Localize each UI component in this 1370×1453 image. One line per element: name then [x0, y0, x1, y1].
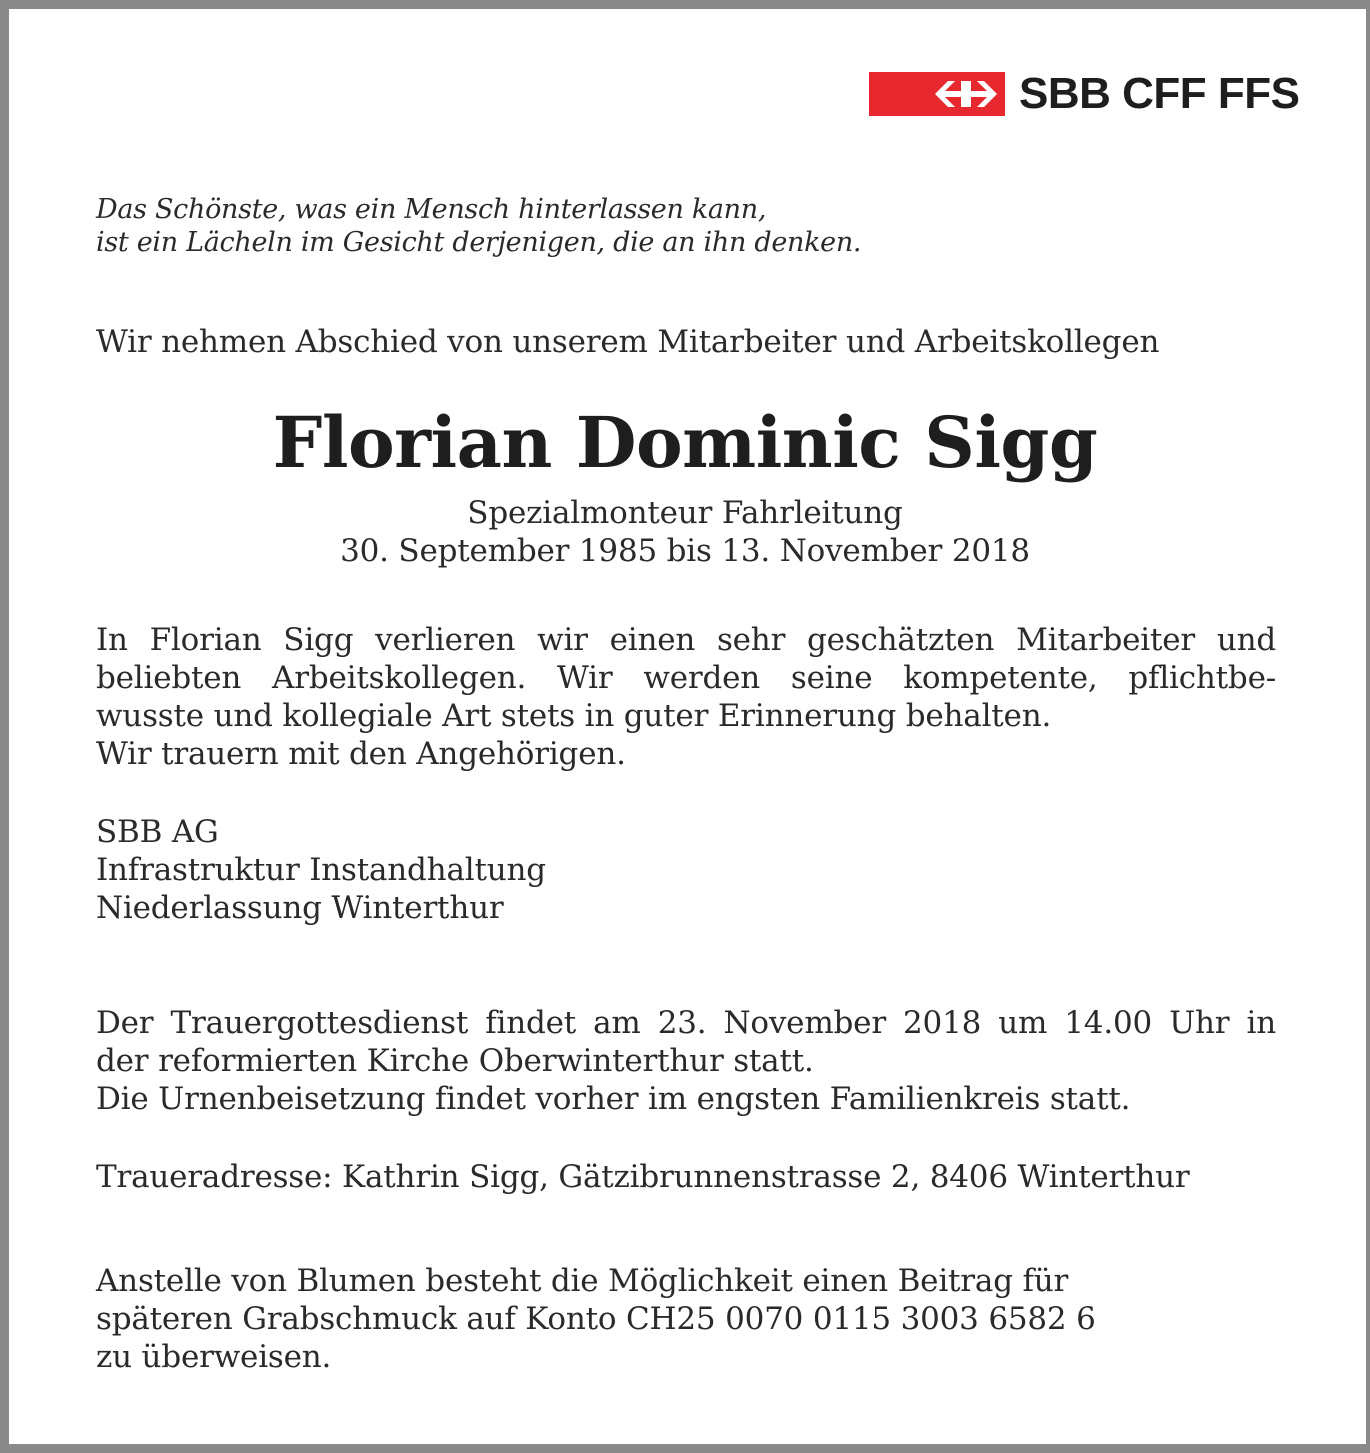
intro-text: Wir nehmen Abschied von unserem Mitarbeiter und Arbeitskollegen	[96, 324, 1160, 360]
motto	[96, 193, 861, 259]
logo-red-box	[869, 72, 1005, 116]
address-line: Traueradresse: Kathrin Sigg, Gätzibrunnenstrasse 2, 8406 Winterthur	[96, 1159, 1190, 1195]
swiss-rail-arrows-icon	[935, 79, 997, 109]
sbb-logo	[869, 69, 1300, 118]
service-line: Die Urnenbeisetzung findet vorher im engsten Familienkreis statt.	[96, 1081, 1131, 1117]
tribute-line: In Florian Sigg verlieren wir einen sehr geschätzten Mitarbeiter und	[96, 622, 1276, 658]
tribute-line: beliebten Arbeitskollegen. Wir werden seine kompetente, pflichtbe-	[96, 660, 1276, 696]
donation-line: späteren Grabschmuck auf Konto CH25 0070 0115 3003 6582 6	[96, 1301, 1096, 1337]
deceased-name: Florian Dominic Sigg	[272, 401, 1098, 484]
donation-line: Anstelle von Blumen besteht die Möglichkeit einen Beitrag für	[96, 1263, 1069, 1299]
organization-block	[96, 813, 1276, 927]
brand-text: SBB CFF FFS	[1019, 69, 1300, 118]
organization-line: SBB AG	[96, 814, 219, 850]
service-line: Der Trauergottesdienst findet am 23. November 2018 um 14.00 Uhr in	[96, 1005, 1276, 1041]
organization-line: Niederlassung Winterthur	[96, 890, 504, 926]
service-line: der reformierten Kirche Oberwinterthur statt.	[96, 1043, 814, 1079]
mourning-address	[96, 1158, 1276, 1196]
service-paragraph	[96, 1004, 1276, 1118]
deceased-role: Spezialmonteur Fahrleitung	[467, 495, 903, 531]
donation-line: zu überweisen.	[96, 1339, 332, 1375]
organization-line: Infrastruktur Instandhaltung	[96, 852, 546, 888]
donation-paragraph	[96, 1262, 1276, 1376]
motto-line: Das Schönste, was ein Mensch hinterlassen kann,	[96, 194, 767, 225]
motto-line: ist ein Lächeln im Gesicht derjenigen, die an ihn denken.	[96, 227, 862, 258]
deceased-dates: 30. September 1985 bis 13. November 2018	[340, 533, 1030, 569]
tribute-line: Wir trauern mit den Angehörigen.	[96, 736, 626, 772]
tribute-line: wusste und kollegiale Art stets in guter Erinnerung behalten.	[96, 698, 1052, 734]
tribute-paragraph	[96, 621, 1276, 773]
